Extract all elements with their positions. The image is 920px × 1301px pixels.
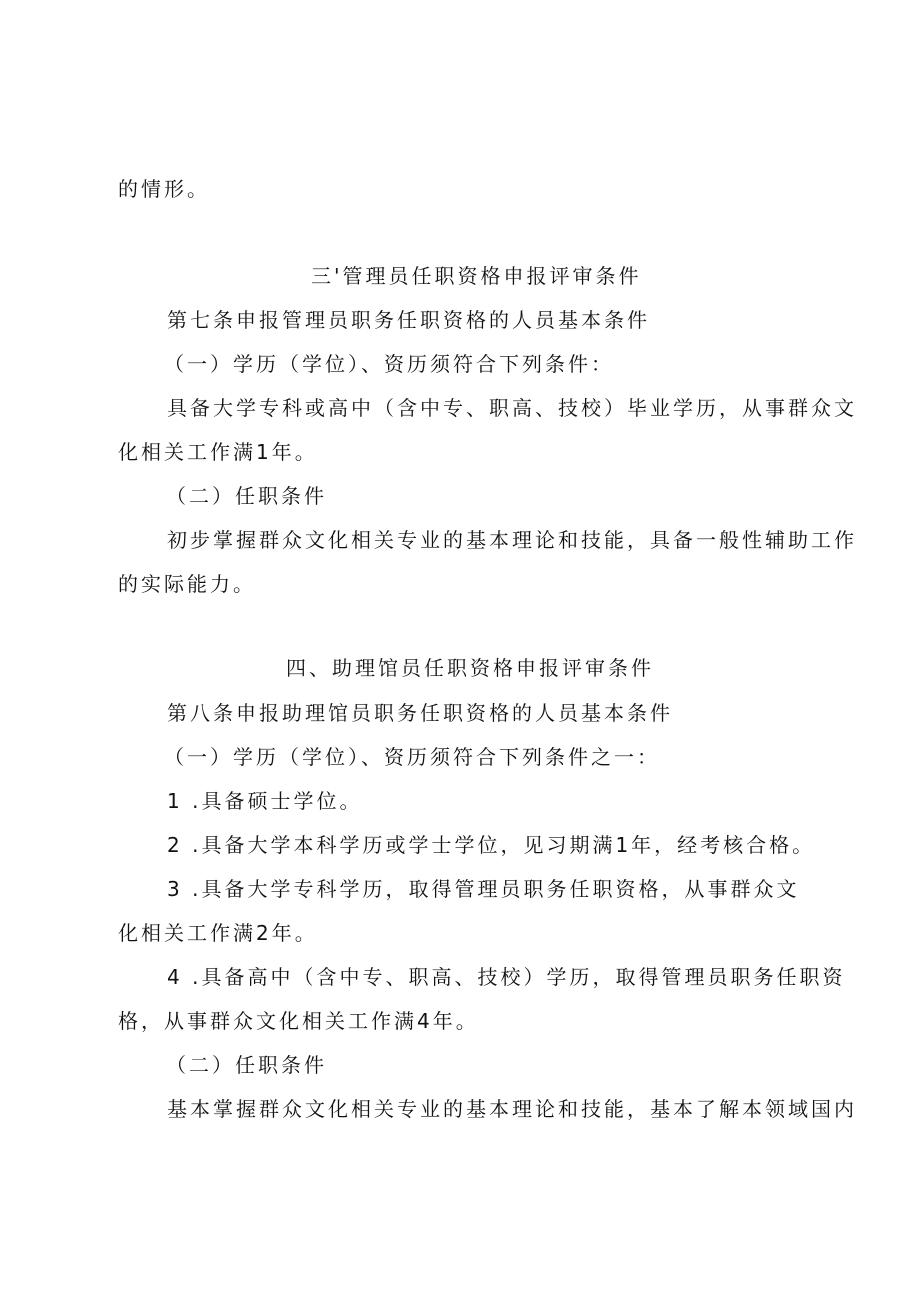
article-8-condition-1: 1 .具备硕士学位。 (167, 789, 363, 813)
article-7-paragraph-1b: 化相关工作满1年。 (118, 440, 318, 464)
article-7-paragraph-2a: 初步掌握群众文化相关专业的基本理论和技能，具备一般性辅助工作 (167, 528, 857, 552)
article-8-condition-4a: 4 .具备高中（含中专、职高、技校）学历，取得管理员职务任职资 (167, 965, 846, 989)
article-8-condition-2: 2 .具备大学本科学历或学士学位，见习期满1年，经考核合格。 (167, 833, 816, 857)
section-heading-4: 四、助理馆员任职资格申报评审条件 (286, 656, 654, 680)
article-7-paragraph-1a: 具备大学专科或高中（含中专、职高、技校）毕业学历，从事群众文 (167, 396, 857, 420)
article-7-title: 第七条申报管理员职务任职资格的人员基本条件 (167, 308, 650, 332)
article-7-item-1: （一）学历（学位）、资历须符合下列条件： (164, 352, 614, 376)
section-heading-3: 三'管理员任职资格申报评审条件 (311, 264, 642, 288)
article-7-paragraph-2b: 的实际能力。 (118, 572, 256, 596)
article-8-item-1: （一）学历（学位）、资历须符合下列条件之一： (164, 745, 660, 769)
article-8-condition-4b: 格，从事群众文化相关工作满4年。 (118, 1009, 479, 1033)
paragraph-continuation: 的情形。 (118, 177, 210, 201)
article-8-paragraph-2: 基本掌握群众文化相关专业的基本理论和技能，基本了解本领域国内 (167, 1097, 857, 1121)
article-7-item-2: （二）任职条件 (166, 484, 327, 508)
article-8-condition-3a: 3 .具备大学专科学历，取得管理员职务任职资格，从事群众文 (167, 877, 800, 901)
article-8-title: 第八条申报助理馆员职务任职资格的人员基本条件 (167, 701, 673, 725)
article-8-condition-3b: 化相关工作满2年。 (118, 921, 318, 945)
article-8-item-2: （二）任职条件 (166, 1053, 327, 1077)
